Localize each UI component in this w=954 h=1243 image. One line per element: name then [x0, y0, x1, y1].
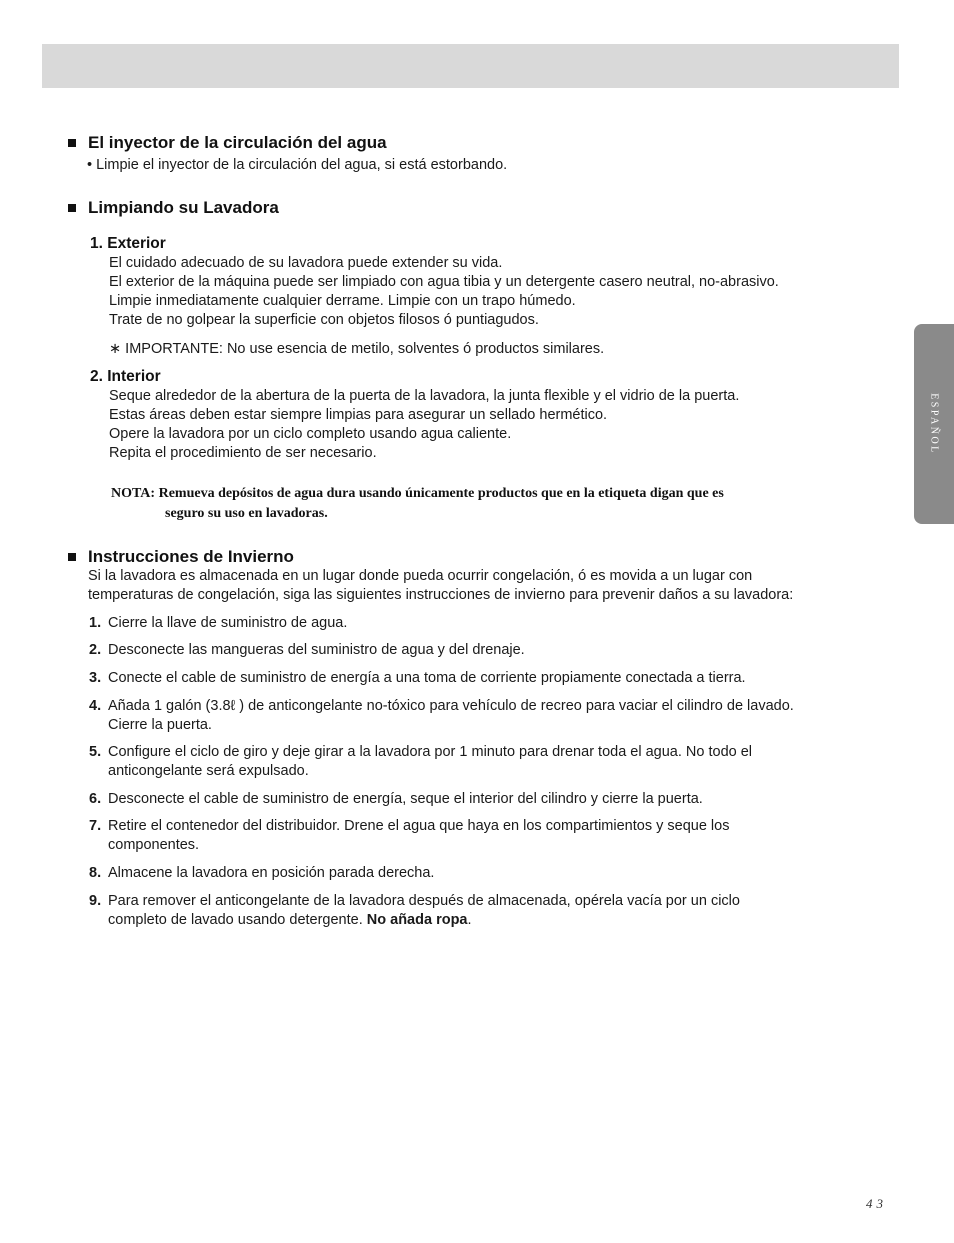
exterior-line: El cuidado adecuado de su lavadora puede extender su vida.	[109, 255, 503, 271]
winter-step-continuation: componentes.	[108, 837, 200, 853]
exterior-heading: 1. Exterior	[90, 235, 166, 252]
winter-step: 7. Retire el contenedor del distribuidor. Drene el agua que haya en los compartimientos y seque los	[89, 818, 730, 834]
interior-line: Repita el procedimiento de ser necesario.	[109, 445, 377, 461]
winter-step-continuation: completo de lavado usando detergente. No añada ropa.	[108, 912, 472, 928]
exterior-line: Limpie inmediatamente cualquier derrame. Limpie con un trapo húmedo.	[109, 293, 576, 309]
winter-intro: temperaturas de congelación, siga las siguientes instrucciones de invierno para prevenir daños a su lavadora:	[88, 587, 794, 603]
interior-line: Seque alrededor de la abertura de la puerta de la lavadora, la junta flexible y el vidrio de la puerta.	[109, 388, 740, 404]
injector-bullet: • Limpie el inyector de la circulación del agua, si está estorbando.	[87, 157, 508, 173]
note-line: seguro su uso en lavadoras.	[165, 506, 328, 521]
winter-step: 8. Almacene la lavadora en posición parada derecha.	[89, 865, 435, 881]
language-tab-label: ESPAÑOL	[928, 393, 940, 455]
note-label: NOTA:	[111, 486, 156, 501]
winter-step: 9. Para remover el anticongelante de la lavadora después de almacenada, opérela vacía por un ciclo	[89, 893, 740, 909]
note-line: Remueva depósitos de agua dura usando únicamente productos que en la etiqueta digan que es	[158, 486, 724, 501]
section-title-injector: El inyector de la circulación del agua	[68, 133, 387, 153]
exterior-line: Trate de no golpear la superficie con objetos filosos ó puntiagudos.	[109, 312, 539, 328]
square-bullet-icon	[68, 204, 76, 212]
interior-line: Estas áreas deben estar siempre limpias para asegurar un sellado hermético.	[109, 407, 608, 423]
emphasis-no-clothes: No añada ropa	[366, 912, 468, 928]
winter-step: 3. Conecte el cable de suministro de energía a una toma de corriente propiamente conectada a tierra.	[89, 670, 746, 686]
header-bar	[42, 44, 899, 88]
note	[111, 484, 724, 504]
winter-step: 2. Desconecte las mangueras del suministro de agua y del drenaje.	[89, 642, 525, 658]
winter-step: 1. Cierre la llave de suministro de agua.	[89, 615, 348, 631]
winter-step: 4. Añada 1 galón (3.8ℓ ) de anticongelante no-tóxico para vehículo de recreo para vaciar el cilindro de lavado.	[89, 698, 794, 714]
exterior-line: El exterior de la máquina puede ser limpiado con agua tibia y un detergente casero neutral, no-abrasivo.	[109, 274, 779, 290]
square-bullet-icon	[68, 553, 76, 561]
interior-heading: 2. Interior	[90, 368, 161, 385]
winter-step: 5. Configure el ciclo de giro y deje girar a la lavadora por 1 minuto para drenar toda el agua. No todo el	[89, 744, 753, 760]
important-warning: ∗ IMPORTANTE: No use esencia de metilo, solventes ó productos similares.	[109, 341, 605, 357]
winter-step-continuation: Cierre la puerta.	[108, 717, 212, 733]
language-tab[interactable]	[914, 324, 954, 524]
section-title-winter: Instrucciones de Invierno	[68, 547, 294, 567]
square-bullet-icon	[68, 139, 76, 147]
page-number: 43	[866, 1196, 887, 1211]
section-title-cleaning: Limpiando su Lavadora	[68, 198, 279, 218]
winter-step-continuation: anticongelante será expulsado.	[108, 763, 309, 779]
winter-step: 6. Desconecte el cable de suministro de energía, seque el interior del cilindro y cierre la puerta.	[89, 791, 703, 807]
winter-intro: Si la lavadora es almacenada en un lugar donde pueda ocurrir congelación, ó es movida a un lugar con	[88, 568, 753, 584]
interior-line: Opere la lavadora por un ciclo completo usando agua caliente.	[109, 426, 512, 442]
